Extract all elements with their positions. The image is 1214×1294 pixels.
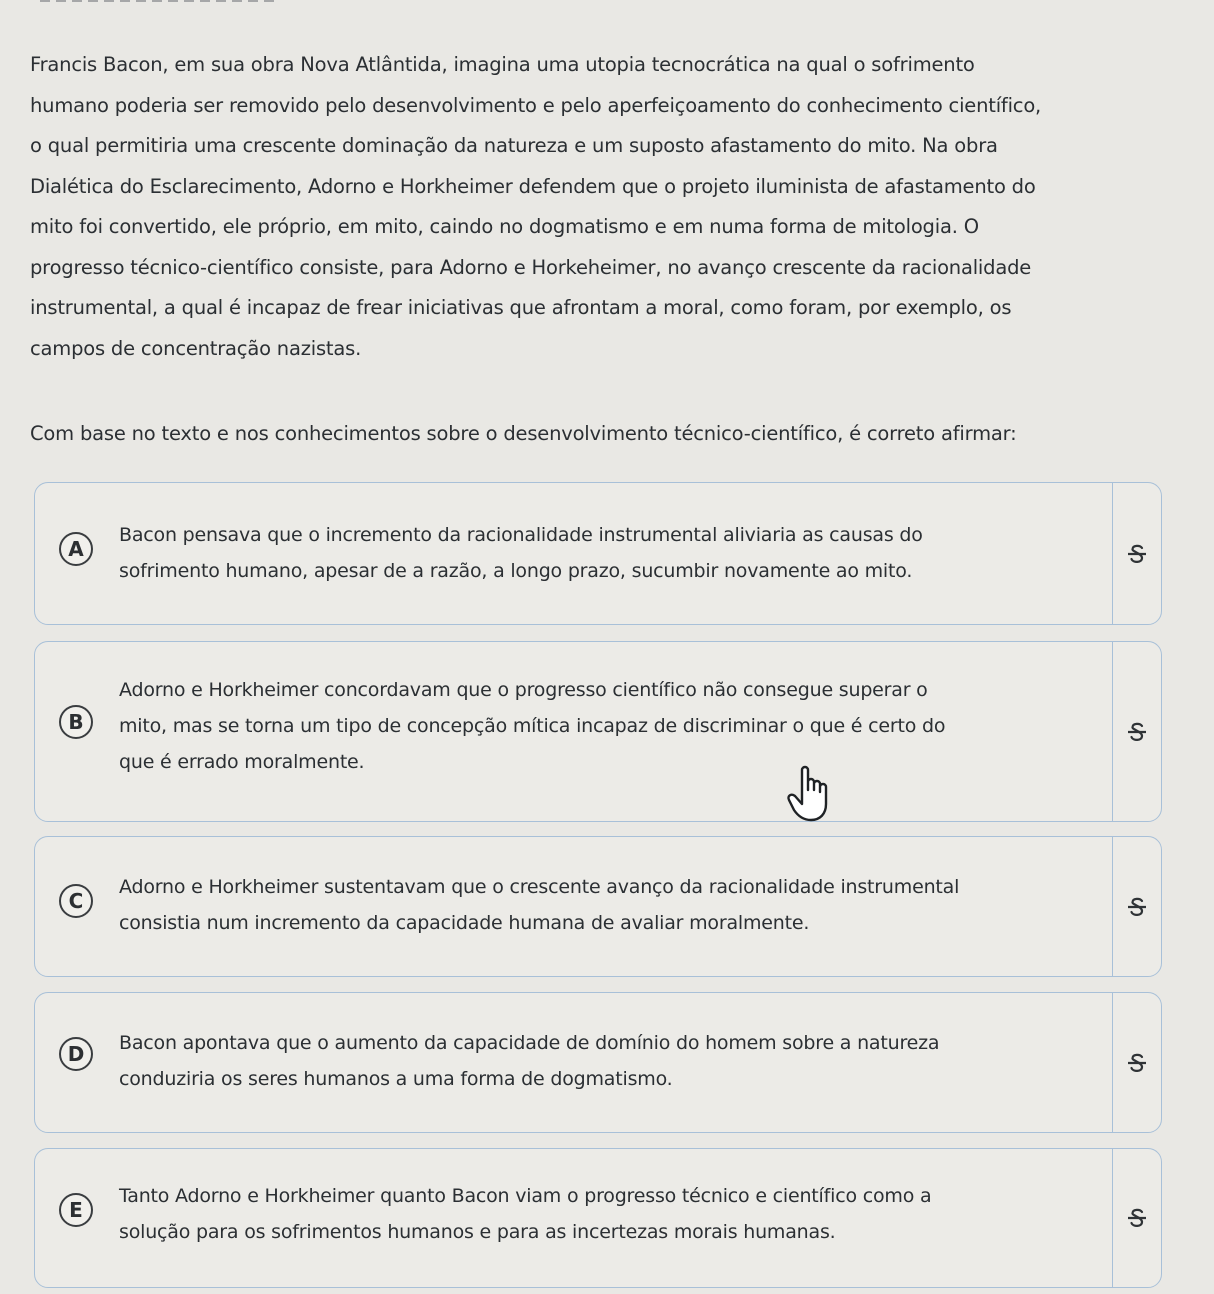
option-d[interactable] [34,992,1162,1133]
option-c-text [119,869,1049,941]
passage-line: Francis Bacon, em sua obra Nova Atlântida, imagina uma utopia tecnocrática na qual o sofrimento [30,53,975,76]
option-letter-c: C [59,884,93,918]
strikethrough-s-icon [1127,543,1147,565]
strikethrough-s-icon [1127,721,1147,743]
option-b[interactable] [34,641,1162,822]
strike-option-d-button[interactable] [1112,993,1161,1132]
strikethrough-s-icon [1127,1052,1147,1074]
passage-line: mito foi convertido, ele próprio, em mito, caindo no dogmatismo e em numa forma de mitologia. O [30,215,979,238]
strikethrough-s-icon [1127,896,1147,918]
option-text-line: que é errado moralmente. [119,751,365,773]
option-letter-e: E [59,1193,93,1227]
passage-line: o qual permitiria uma crescente dominação da natureza e um suposto afastamento do mito. Na obra [30,134,998,157]
question-prompt: Com base no texto e nos conhecimentos sobre o desenvolvimento técnico-científico, é correto afirmar: [30,422,1017,445]
strike-option-b-button[interactable] [1112,642,1161,821]
option-text-line: sofrimento humano, apesar de a razão, a longo prazo, sucumbir novamente ao mito. [119,560,913,582]
option-text-line: solução para os sofrimentos humanos e para as incertezas morais humanas. [119,1221,836,1243]
option-a[interactable] [34,482,1162,625]
strike-option-c-button[interactable] [1112,837,1161,976]
option-text-line: mito, mas se torna um tipo de concepção mítica incapaz de discriminar o que é certo do [119,715,946,737]
reading-passage [30,45,1180,369]
cut-off-previous-text [40,0,280,4]
option-c[interactable] [34,836,1162,977]
option-d-text [119,1025,1049,1097]
passage-line: instrumental, a qual é incapaz de frear iniciativas que afrontam a moral, como foram, por exemplo, os [30,296,1012,319]
passage-line: progresso técnico-científico consiste, para Adorno e Horkeheimer, no avanço crescente da racionalidade [30,255,1032,279]
option-text-line: Adorno e Horkheimer concordavam que o progresso científico não consegue superar o [119,679,928,701]
strikethrough-s-icon [1127,1207,1147,1229]
passage-line: campos de concentração nazistas. [30,336,362,360]
strike-option-e-button[interactable] [1112,1149,1161,1287]
option-text-line: Tanto Adorno e Horkheimer quanto Bacon viam o progresso técnico e científico como a [119,1185,932,1207]
option-text-line: conduziria os seres humanos a uma forma de dogmatismo. [119,1068,673,1090]
option-e[interactable] [34,1148,1162,1288]
option-b-text [119,672,1049,780]
strike-option-a-button[interactable] [1112,483,1161,624]
option-letter-b: B [59,705,93,739]
passage-line: Dialética do Esclarecimento, Adorno e Horkheimer defendem que o projeto iluminista de afastamento do [30,174,1036,198]
option-a-text [119,517,1049,589]
option-text-line: Bacon pensava que o incremento da racionalidade instrumental aliviaria as causas do [119,524,923,546]
option-text-line: Bacon apontava que o aumento da capacidade de domínio do homem sobre a natureza [119,1032,940,1054]
option-text-line: Adorno e Horkheimer sustentavam que o crescente avanço da racionalidade instrumental [119,876,960,898]
passage-line: humano poderia ser removido pelo desenvolvimento e pelo aperfeiçoamento do conhecimento científico, [30,93,1042,117]
hand-pointer-icon [786,764,832,824]
option-e-text [119,1178,1049,1250]
option-text-line: consistia num incremento da capacidade humana de avaliar moralmente. [119,912,810,934]
option-letter-d: D [59,1037,93,1071]
option-letter-a: A [59,532,93,566]
